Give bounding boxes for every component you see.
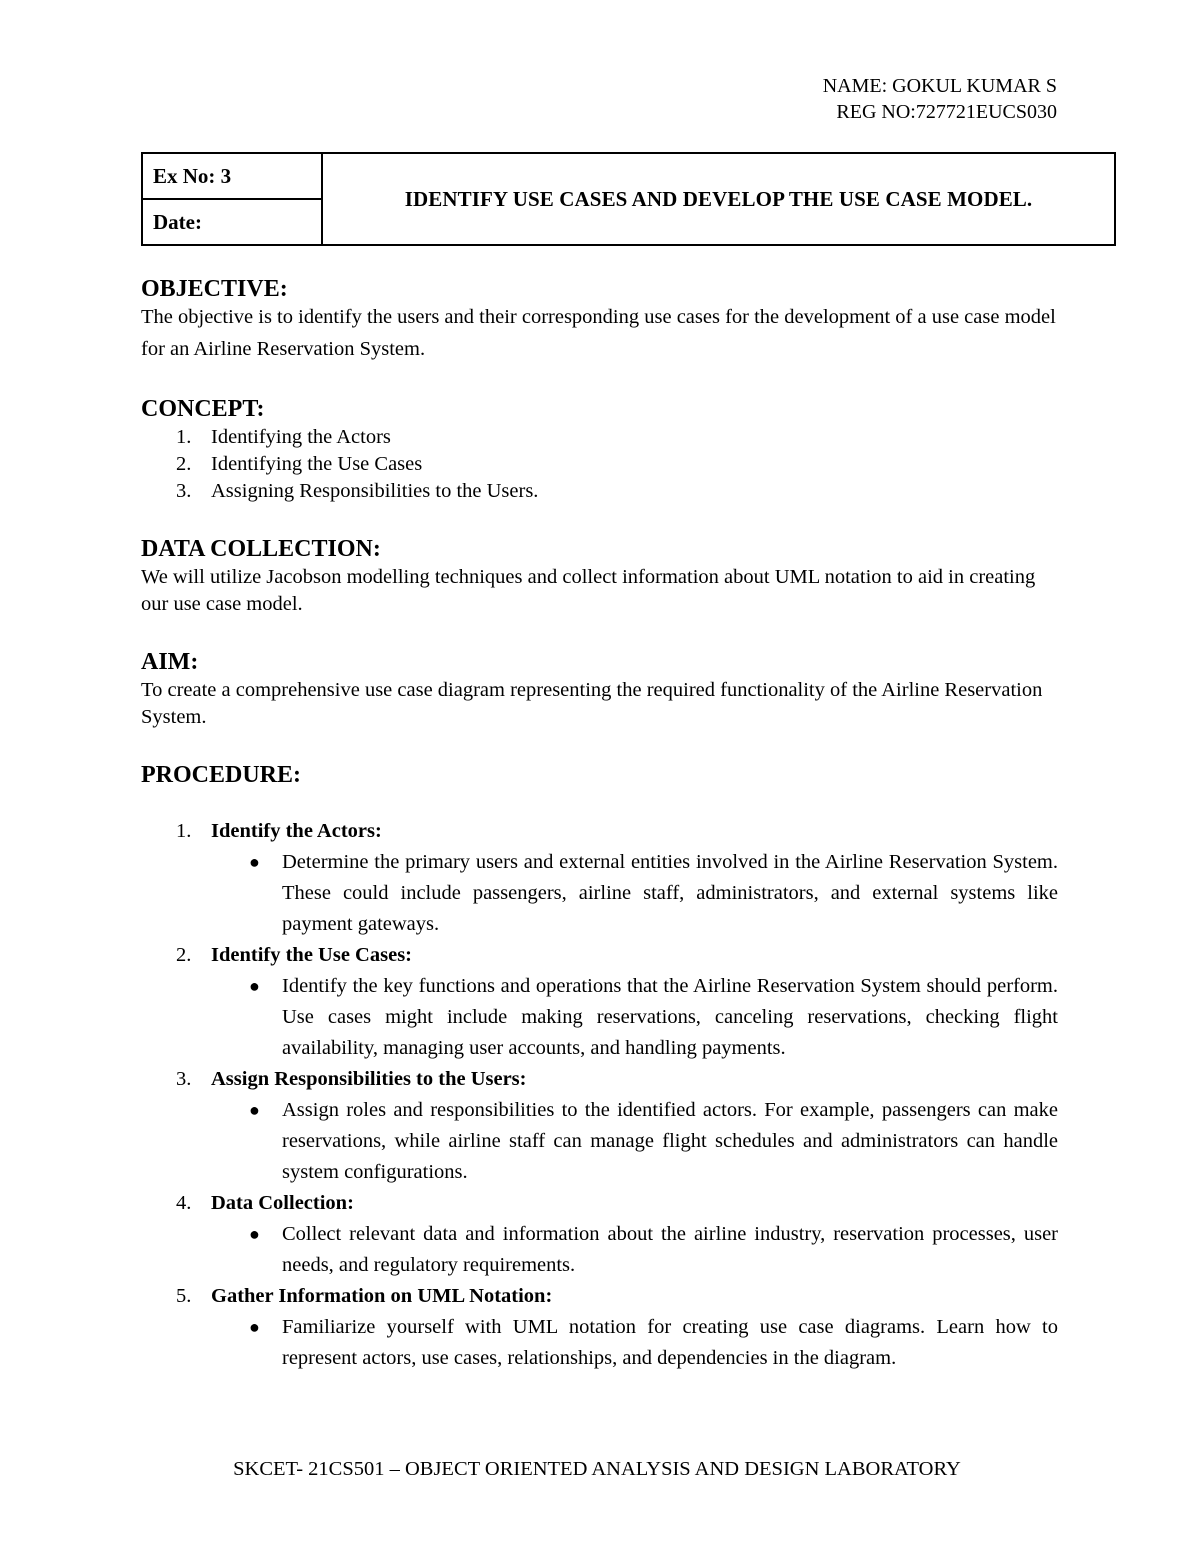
step-bullets [211, 1095, 1058, 1188]
data-collection-heading: DATA COLLECTION: [141, 536, 381, 562]
step-number: 4. [176, 1192, 192, 1214]
procedure-heading: PROCEDURE: [141, 762, 301, 788]
concept-list [141, 424, 538, 505]
procedure-step [141, 816, 1058, 940]
step-title: Gather Information on UML Notation: [211, 1285, 553, 1307]
list-text: Assigning Responsibilities to the Users. [211, 480, 539, 502]
exercise-header-table [141, 152, 1116, 246]
bullet-text: Assign roles and responsibilities to the identified actors. For example, passengers can make reservations, while airline staff can manage flight schedules and administrators can handle system configurations. [282, 1099, 1058, 1183]
list-number: 3. [176, 480, 192, 502]
step-number: 5. [176, 1285, 192, 1307]
aim-text: To create a comprehensive use case diagram representing the required functionality of the Airline Reservation System. [141, 679, 1043, 728]
procedure-step [141, 940, 1058, 1064]
exercise-title: IDENTIFY USE CASES AND DEVELOP THE USE CASE MODEL. [322, 153, 1115, 245]
bullet-text: Familiarize yourself with UML notation for creating use case diagrams. Learn how to represent actors, use cases, relationships, and dependencies in the diagram. [282, 1316, 1058, 1369]
step-bullets [211, 1312, 1058, 1374]
list-item [211, 847, 1058, 940]
step-bullets [211, 1219, 1058, 1281]
page-footer [0, 1457, 1200, 1482]
procedure-list [141, 816, 1058, 1374]
data-collection-text: We will utilize Jacobson modelling techniques and collect information about UML notation to aid in creating our use case model. [141, 566, 1036, 615]
step-title: Identify the Actors: [211, 820, 382, 842]
list-item [141, 478, 538, 505]
bullet-text: Collect relevant data and information about the airline industry, reservation processes, user needs, and regulatory requirements. [282, 1223, 1058, 1276]
list-item [211, 1219, 1058, 1281]
step-number: 2. [176, 944, 192, 966]
list-text: Identifying the Use Cases [211, 453, 423, 475]
list-number: 1. [176, 426, 192, 448]
step-title: Identify the Use Cases: [211, 944, 412, 966]
exercise-number: Ex No: 3 [142, 153, 322, 199]
step-bullets [211, 847, 1058, 940]
bullet-icon: ● [249, 1100, 260, 1120]
procedure-step [141, 1188, 1058, 1281]
procedure-step [141, 1281, 1058, 1374]
list-item [211, 1095, 1058, 1188]
bullet-icon: ● [249, 852, 260, 872]
step-title: Assign Responsibilities to the Users: [211, 1068, 527, 1090]
objective-text: The objective is to identify the users and their corresponding use cases for the development of a use case model for an Airline Reservation System. [141, 306, 1056, 360]
bullet-icon: ● [249, 1224, 260, 1244]
exercise-date: Date: [142, 199, 322, 245]
list-item [211, 1312, 1058, 1374]
list-number: 2. [176, 453, 192, 475]
list-item [211, 971, 1058, 1064]
concept-heading: CONCEPT: [141, 396, 265, 422]
step-bullets [211, 971, 1058, 1064]
student-name: NAME: GOKUL KUMAR S [822, 75, 1057, 97]
procedure-step [141, 1064, 1058, 1188]
list-text: Identifying the Actors [211, 426, 391, 448]
bullet-icon: ● [249, 976, 260, 996]
bullet-icon: ● [249, 1317, 260, 1337]
step-number: 1. [176, 820, 192, 842]
bullet-text: Determine the primary users and external entities involved in the Airline Reservation System. These could include passengers, airline staff, administrators, and external systems like payment gateways. [282, 851, 1058, 935]
step-number: 3. [176, 1068, 192, 1090]
footer-text: SKCET- 21CS501 – OBJECT ORIENTED ANALYSIS AND DESIGN LABORATORY [233, 1458, 961, 1480]
list-item [141, 424, 538, 451]
step-title: Data Collection: [211, 1192, 354, 1214]
bullet-text: Identify the key functions and operations that the Airline Reservation System should perform. Use cases might include making reservations, canceling reservations, checking flight availability, managing user accounts, and handling payments. [282, 975, 1058, 1059]
aim-heading: AIM: [141, 649, 199, 675]
objective-heading: OBJECTIVE: [141, 276, 288, 302]
register-number: REG NO:727721EUCS030 [836, 101, 1057, 123]
list-item [141, 451, 538, 478]
